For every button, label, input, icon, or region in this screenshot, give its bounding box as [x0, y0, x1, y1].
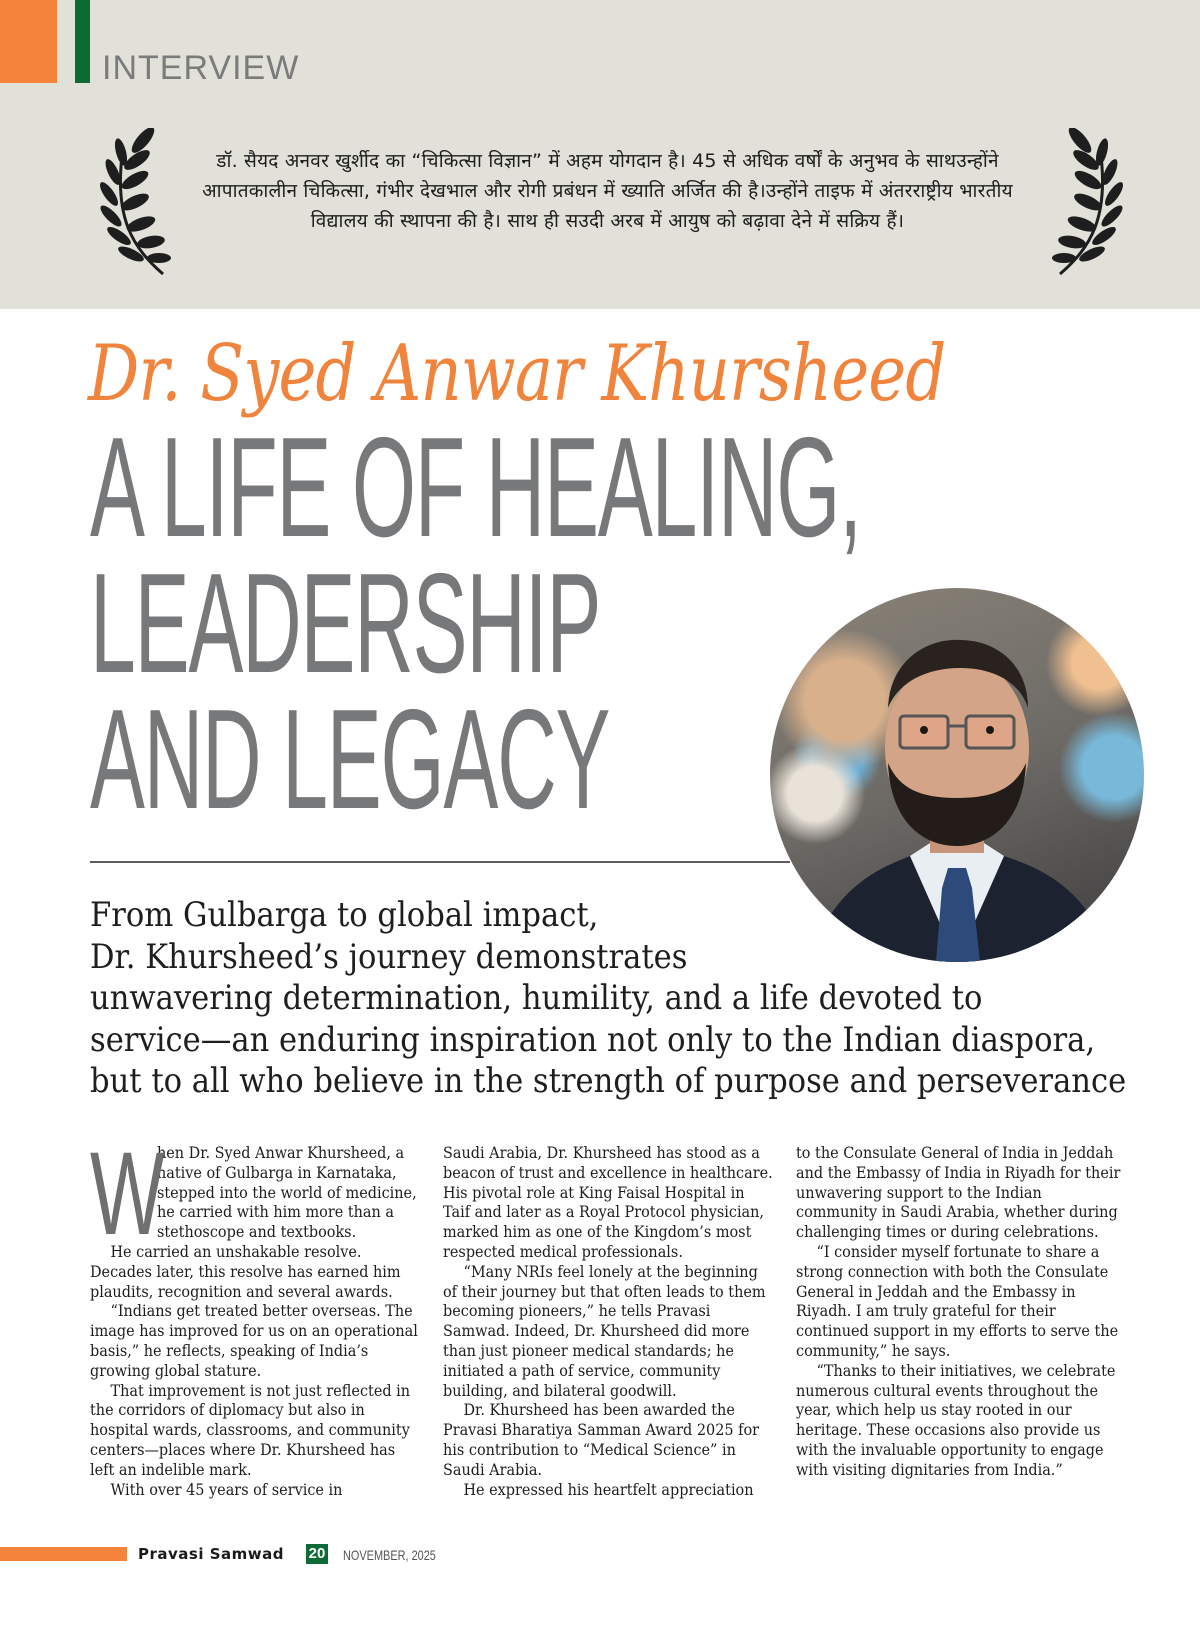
section-label: INTERVIEW — [102, 49, 300, 87]
body-paragraph: That improvement is not just reflected in the corridors of diplomacy but also in hospital wards, classrooms, and community centers—places where Dr. Khursheed has left an indelible mark. — [90, 1381, 411, 1479]
body-paragraph: “Many NRIs feel lonely at the beginning of their journey but that often leads to them becoming pioneers,” he tells Pravasi Samwad. Indeed, Dr. Khursheed did more than just pioneer medical standards; he initiated a path of service, community building, and bilateral goodwill. — [443, 1262, 766, 1400]
body-column-1 — [90, 1128, 420, 1500]
body-paragraph: He carried an unshakable resolve. Decades later, this resolve has earned him plaudits, recognition and several awards. — [90, 1242, 401, 1301]
footer-accent-bar — [0, 1547, 127, 1561]
headline-line: LEADERSHIP — [90, 544, 601, 703]
body-paragraph: to the Consulate General of India in Jeddah and the Embassy of India in Riyadh for their unwavering support to the Indian community in Saudi Arabia, whether during challenging times or during celebrations. — [796, 1144, 1121, 1242]
body-paragraph: “Thanks to their initiatives, we celebrate numerous cultural events throughout the year, which help us stay rooted in our heritage. These occasions also provide us with the invaluable opportunity to engage with visiting dignitaries from India.” — [796, 1361, 1116, 1479]
footer-brand: Pravasi Samwad — [138, 1545, 284, 1563]
headline-line: AND LEGACY — [90, 680, 610, 839]
body-column-2 — [443, 1144, 773, 1500]
hindi-pull-quote: डॉ. सैयद अनवर खुर्शीद का “चिकित्सा विज्ञान” में अहम योगदान है। 45 से अधिक वर्षों के अनुभव के साथउन्होंने आपातकालीन चिकित्सा, गंभीर देखभाल और रोगी प्रबंधन में ख्याति अर्जित की है।उन्होंने ताइफ में अंतरराष्ट्रीय भारतीय विद्यालय की स्थापना की है। साथ ही सउदी अरब में आयुष को बढ़ावा देने में सक्रिय हैं। — [202, 150, 1013, 232]
standfirst-line: Dr. Khursheed’s journey demonstrates — [90, 936, 688, 977]
body-paragraph: With over 45 years of service in — [110, 1480, 343, 1499]
divider-rule — [90, 861, 790, 863]
body-paragraph: Dr. Khursheed has been awarded the Pravasi Bharatiya Samman Award 2025 for his contribution to “Medical Science” in Saudi Arabia. — [443, 1401, 760, 1479]
standfirst-line: but to all who believe in the strength of purpose and perseverance — [90, 1061, 1127, 1101]
headline — [90, 408, 861, 839]
standfirst-line: service—an enduring inspiration not only to the Indian diaspora, — [90, 1019, 1096, 1060]
orange-accent-block — [0, 0, 57, 83]
subject-name: Dr. Syed Anwar Khursheed — [88, 329, 946, 419]
headline-line: A LIFE OF HEALING, — [90, 408, 861, 567]
body-paragraph: W hen Dr. Syed Anwar Khursheed, a native of Gulbarga in Karnataka, stepped into the world of medicine, he carried with him more than a stethoscope and textbooks. — [90, 1128, 417, 1260]
body-paragraph: “Indians get treated better overseas. The image has improved for us on an operational basis,” he reflects, speaking of India’s growing global stature. — [90, 1302, 418, 1380]
laurel-branch-icon — [1040, 128, 1130, 278]
drop-cap: W — [90, 1128, 165, 1260]
standfirst-line: unwavering determination, humility, and a life devoted to — [90, 978, 983, 1018]
laurel-branch-icon — [93, 128, 183, 278]
page-number-badge: 20 — [306, 1544, 328, 1564]
standfirst-line: From Gulbarga to global impact, — [90, 895, 599, 935]
green-accent-bar — [75, 0, 90, 83]
body-paragraph: “I consider myself fortunate to share a strong connection with both the Consulate General in Jeddah and the Embassy in Riyadh. I am truly grateful for their continued support in my efforts to serve the community,” he says. — [796, 1242, 1119, 1360]
body-paragraph: He expressed his heartfelt appreciation — [463, 1480, 754, 1499]
issue-date: NOVEMBER, 2025 — [343, 1547, 436, 1563]
standfirst — [90, 895, 1127, 1103]
body-paragraph: Saudi Arabia, Dr. Khursheed has stood as a beacon of trust and excellence in healthcare. His pivotal role at King Faisal Hospital in Taif and later as a Royal Protocol physician, marked him as one of the Kingdom’s most respected medical professionals. — [443, 1144, 773, 1261]
body-column-3 — [796, 1144, 1126, 1481]
